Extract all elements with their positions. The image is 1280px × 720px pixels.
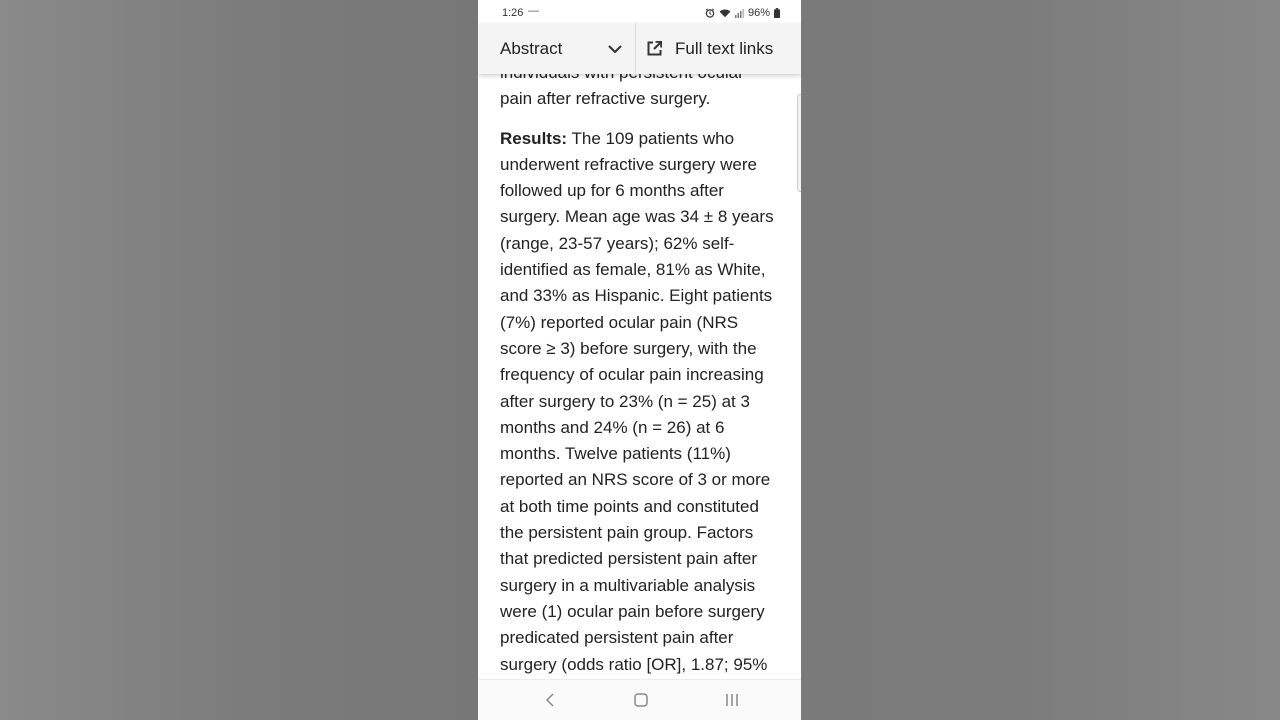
text-line: and 33% as Hispanic. Eight patients: [500, 286, 773, 306]
battery-percent: 96%: [747, 7, 770, 19]
text-line: surgery. Mean age was 34 ± 8 years: [500, 207, 774, 227]
text-line: months. Twelve patients (11%): [500, 444, 731, 464]
text-line: surgery (odds ratio [OR], 1.87; 95%: [500, 654, 768, 674]
status-indicator: —: [528, 5, 539, 17]
text-line: (7%) reported ocular pain (NRS: [500, 312, 739, 332]
external-link-icon: [647, 41, 662, 56]
text-line: score ≥ 3) before surgery, with the: [500, 338, 757, 358]
text-line: underwent refractive surgery were: [500, 154, 758, 174]
text-line: reported an NRS score of 3 or more: [500, 470, 771, 490]
text-line: after surgery to 23% (n = 25) at 3: [500, 391, 750, 411]
text-line: followed up for 6 months after: [500, 181, 724, 201]
text-line: identified as female, 81% as White,: [500, 260, 766, 280]
results-label: Results:: [500, 128, 568, 148]
text-line: (range, 23-57 years); 62% self-: [500, 233, 735, 253]
text-line: at both time points and constituted: [500, 496, 759, 516]
text-line: frequency of ocular pain increasing: [500, 365, 764, 385]
home-icon[interactable]: [629, 690, 653, 710]
status-time: 1:26: [502, 7, 524, 19]
section-dropdown[interactable]: [478, 23, 636, 74]
full-text-links-button[interactable]: [636, 23, 801, 74]
alarm-icon: [705, 8, 715, 18]
back-icon[interactable]: [538, 690, 562, 710]
scrollbar-thumb[interactable]: [797, 94, 801, 192]
text-line: The 109 patients who: [567, 128, 735, 148]
navigation-bar: [478, 679, 801, 720]
recents-icon[interactable]: [720, 690, 744, 710]
signal-icon: [735, 8, 744, 18]
text-line: predicated persistent pain after: [500, 628, 734, 648]
sticky-header: [478, 23, 801, 74]
wifi-icon: [719, 8, 731, 18]
text-line: were (1) ocular pain before surgery: [500, 601, 765, 621]
battery-icon: [774, 8, 780, 18]
abstract-content: [500, 60, 785, 678]
results-paragraph: [500, 126, 785, 678]
text-line: pain after refractive surgery.: [500, 89, 711, 109]
text-line: the persistent pain group. Factors: [500, 523, 754, 543]
section-dropdown-value: Abstract: [500, 38, 563, 58]
text-line: months and 24% (n = 26) at 6: [500, 417, 725, 437]
status-icons: [705, 7, 780, 19]
full-text-links-label: Full text links: [675, 38, 774, 58]
text-line: that predicted persistent pain after: [500, 549, 758, 569]
text-line: surgery in a multivariable analysis: [500, 575, 756, 595]
phone-screen: [478, 0, 801, 720]
chevron-down-icon: [608, 39, 622, 59]
